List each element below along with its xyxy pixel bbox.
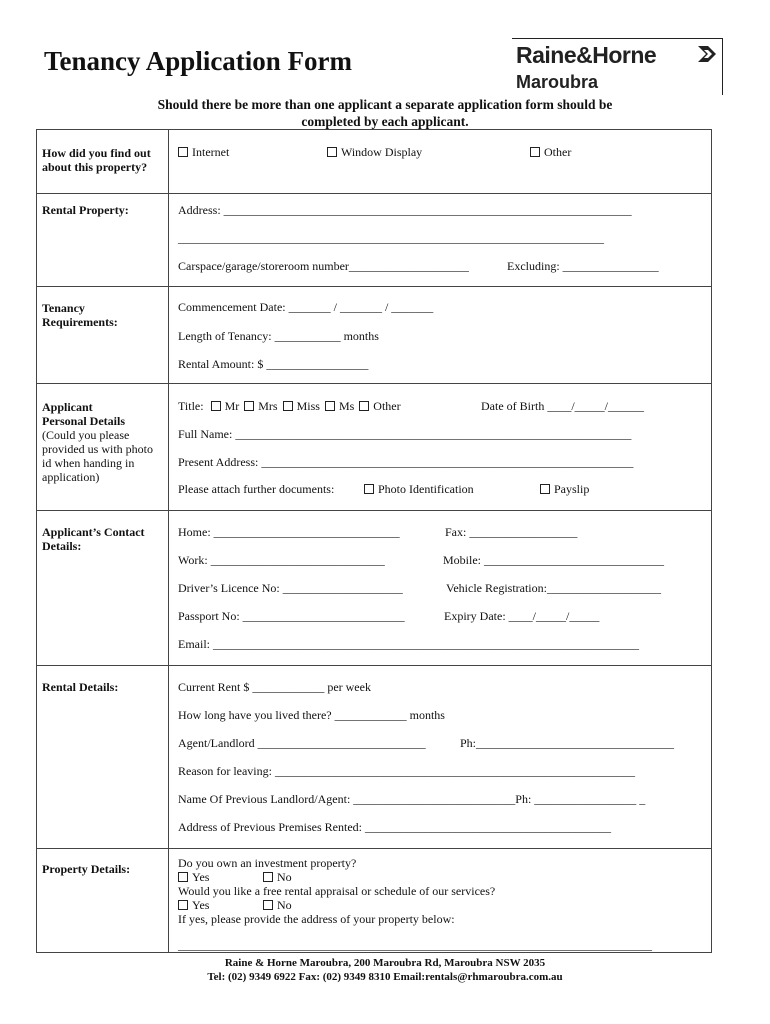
personal-label-line-2: Personal Details	[42, 414, 125, 428]
personal-details-label	[42, 400, 166, 484]
email-field[interactable]: Email: _______________________________________________________________________	[178, 637, 639, 651]
appraisal-yes[interactable]	[178, 898, 209, 912]
title-ms-label: Ms	[338, 399, 355, 413]
reason-leaving-field[interactable]: Reason for leaving: ____________________________________________________________	[178, 764, 635, 778]
work-phone-field[interactable]: Work: _____________________________	[178, 553, 385, 567]
checkbox-investment-yes[interactable]	[178, 872, 188, 882]
title-miss-label: Miss	[296, 399, 320, 413]
tenancy-label	[42, 301, 166, 329]
title-other-label: Other	[373, 399, 401, 413]
checkbox-investment-no[interactable]	[263, 872, 273, 882]
row-divider	[37, 665, 711, 666]
personal-note-line: provided us with photo	[42, 442, 153, 456]
commencement-date-field[interactable]: Commencement Date: _______ / _______ / _______	[178, 300, 434, 314]
carspace-field[interactable]: Carspace/garage/storeroom number____________________	[178, 259, 469, 273]
checkbox-mrs[interactable]	[244, 401, 254, 411]
title-option-mrs[interactable]	[244, 399, 277, 413]
personal-label-line-1: Applicant	[42, 400, 93, 414]
title-row	[178, 399, 401, 413]
doc-option-photo-id[interactable]	[364, 482, 474, 496]
title-mrs-label: Mrs	[258, 399, 278, 413]
tenancy-label-line-2: Requirements:	[42, 315, 118, 329]
logo-brand-text: Raine&Horne	[516, 42, 657, 68]
investment-question: Do you own an investment property?	[178, 856, 357, 870]
property-address-field[interactable]: _______________________________________________________________________________	[178, 938, 652, 952]
title-label: Title:	[178, 399, 204, 413]
contact-label-line-1: Applicant’s Contact	[42, 525, 145, 539]
instructions-line-1: Should there be more than one applicant a separate application form should be	[157, 97, 613, 112]
drivers-licence-field[interactable]: Driver’s Licence No: ____________________	[178, 581, 403, 595]
current-rent-field[interactable]: Current Rent $ ____________ per week	[178, 680, 371, 694]
previous-landlord-field[interactable]: Name Of Previous Landlord/Agent: ___________________________Ph: _________________ _	[178, 792, 646, 806]
expiry-date-field[interactable]: Expiry Date: ____/_____/_____	[444, 609, 600, 623]
agent-landlord-field[interactable]: Agent/Landlord ____________________________	[178, 736, 426, 750]
address-field[interactable]: Address: ____________________________________________________________________	[178, 203, 632, 217]
logo-location-text: Maroubra	[516, 72, 599, 92]
instructions-line-2: completed by each applicant.	[301, 114, 469, 129]
investment-yes-label: Yes	[192, 870, 210, 884]
date-of-birth-field[interactable]: Date of Birth ____/_____/______	[481, 399, 644, 413]
option-window-display[interactable]	[327, 145, 422, 159]
personal-note-line: id when handing in	[42, 456, 135, 470]
instructions	[90, 96, 680, 130]
personal-note-line: application)	[42, 470, 100, 484]
title-option-ms[interactable]	[325, 399, 354, 413]
logo-chevron-icon	[696, 44, 718, 64]
home-phone-field[interactable]: Home: _______________________________	[178, 525, 400, 539]
row-divider	[37, 848, 711, 849]
row-divider	[37, 286, 711, 287]
address-line-2-field[interactable]: _______________________________________________________________________	[178, 231, 604, 245]
how-long-field[interactable]: How long have you lived there? ____________ months	[178, 708, 445, 722]
checkbox-payslip[interactable]	[540, 484, 550, 494]
application-form	[36, 129, 712, 953]
appraisal-no-label: No	[277, 898, 292, 912]
passport-field[interactable]: Passport No: ___________________________	[178, 609, 405, 623]
tenancy-length-field[interactable]: Length of Tenancy: ___________ months	[178, 329, 379, 343]
full-name-field[interactable]: Full Name: __________________________________________________________________	[178, 427, 632, 441]
mobile-field[interactable]: Mobile: ______________________________	[443, 553, 664, 567]
checkbox-appraisal-no[interactable]	[263, 900, 273, 910]
previous-address-field[interactable]: Address of Previous Premises Rented: _________________________________________	[178, 820, 611, 834]
checkbox-internet[interactable]	[178, 147, 188, 157]
excluding-field[interactable]: Excluding: ________________	[507, 259, 659, 273]
present-address-field[interactable]: Present Address: ______________________________________________________________	[178, 455, 634, 469]
checkbox-ms[interactable]	[325, 401, 335, 411]
rental-property-label: Rental Property:	[42, 203, 129, 217]
attach-documents-label: Please attach further documents:	[178, 482, 335, 496]
appraisal-yes-label: Yes	[192, 898, 210, 912]
property-address-prompt: If yes, please provide the address of your property below:	[178, 912, 455, 926]
checkbox-title-other[interactable]	[359, 401, 369, 411]
title-option-mr[interactable]	[211, 399, 240, 413]
appraisal-no[interactable]	[263, 898, 292, 912]
personal-note-line: (Could you please	[42, 428, 130, 442]
title-option-miss[interactable]	[283, 399, 320, 413]
find-out-label-line-1: How did you find out	[42, 146, 151, 160]
investment-yes[interactable]	[178, 870, 209, 884]
checkbox-other[interactable]	[530, 147, 540, 157]
footer-address: Raine & Horne Maroubra, 200 Maroubra Rd, Maroubra NSW 2035	[224, 957, 546, 969]
contact-label-line-2: Details:	[42, 539, 82, 553]
checkbox-photo-id[interactable]	[364, 484, 374, 494]
company-logo	[512, 38, 724, 96]
row-divider	[37, 510, 711, 511]
footer-phone-email: Tel: (02) 9349 6922 Fax: (02) 9349 8310 Email:rentals@rhmaroubra.com.au	[207, 971, 563, 983]
option-window-display-label: Window Display	[341, 145, 423, 159]
footer-contact	[120, 956, 650, 984]
investment-no-label: No	[277, 870, 292, 884]
find-out-label	[42, 146, 166, 174]
fax-field[interactable]: Fax: __________________	[445, 525, 578, 539]
vehicle-registration-field[interactable]: Vehicle Registration:___________________	[446, 581, 661, 595]
checkbox-miss[interactable]	[283, 401, 293, 411]
contact-details-label	[42, 525, 166, 553]
rental-details-label: Rental Details:	[42, 680, 119, 694]
title-option-other[interactable]	[359, 399, 400, 413]
checkbox-appraisal-yes[interactable]	[178, 900, 188, 910]
drivers-licence-text: Driver’s Licence No: ______________	[178, 581, 367, 595]
property-details-label: Property Details:	[42, 862, 131, 876]
agent-phone-field[interactable]: Ph:_________________________________	[460, 736, 675, 750]
rental-amount-field[interactable]: Rental Amount: $ _________________	[178, 357, 369, 371]
payslip-label: Payslip	[554, 482, 590, 496]
doc-option-payslip[interactable]	[540, 482, 589, 496]
row-divider	[37, 193, 711, 194]
appraisal-question: Would you like a free rental appraisal or schedule of our services?	[178, 884, 496, 898]
find-out-label-line-2: about this property?	[42, 160, 148, 174]
checkbox-window-display[interactable]	[327, 147, 337, 157]
investment-no[interactable]	[263, 870, 292, 884]
option-internet[interactable]	[178, 145, 229, 159]
form-title: Tenancy Application Form	[44, 46, 353, 76]
tenancy-label-line-1: Tenancy	[42, 301, 85, 315]
photo-id-label: Photo Identification	[378, 482, 474, 496]
column-divider	[168, 130, 169, 952]
option-internet-label: Internet	[192, 145, 230, 159]
title-mr-label: Mr	[224, 399, 240, 413]
option-other[interactable]	[530, 145, 571, 159]
checkbox-mr[interactable]	[211, 401, 221, 411]
option-other-label: Other	[544, 145, 572, 159]
row-divider	[37, 383, 711, 384]
